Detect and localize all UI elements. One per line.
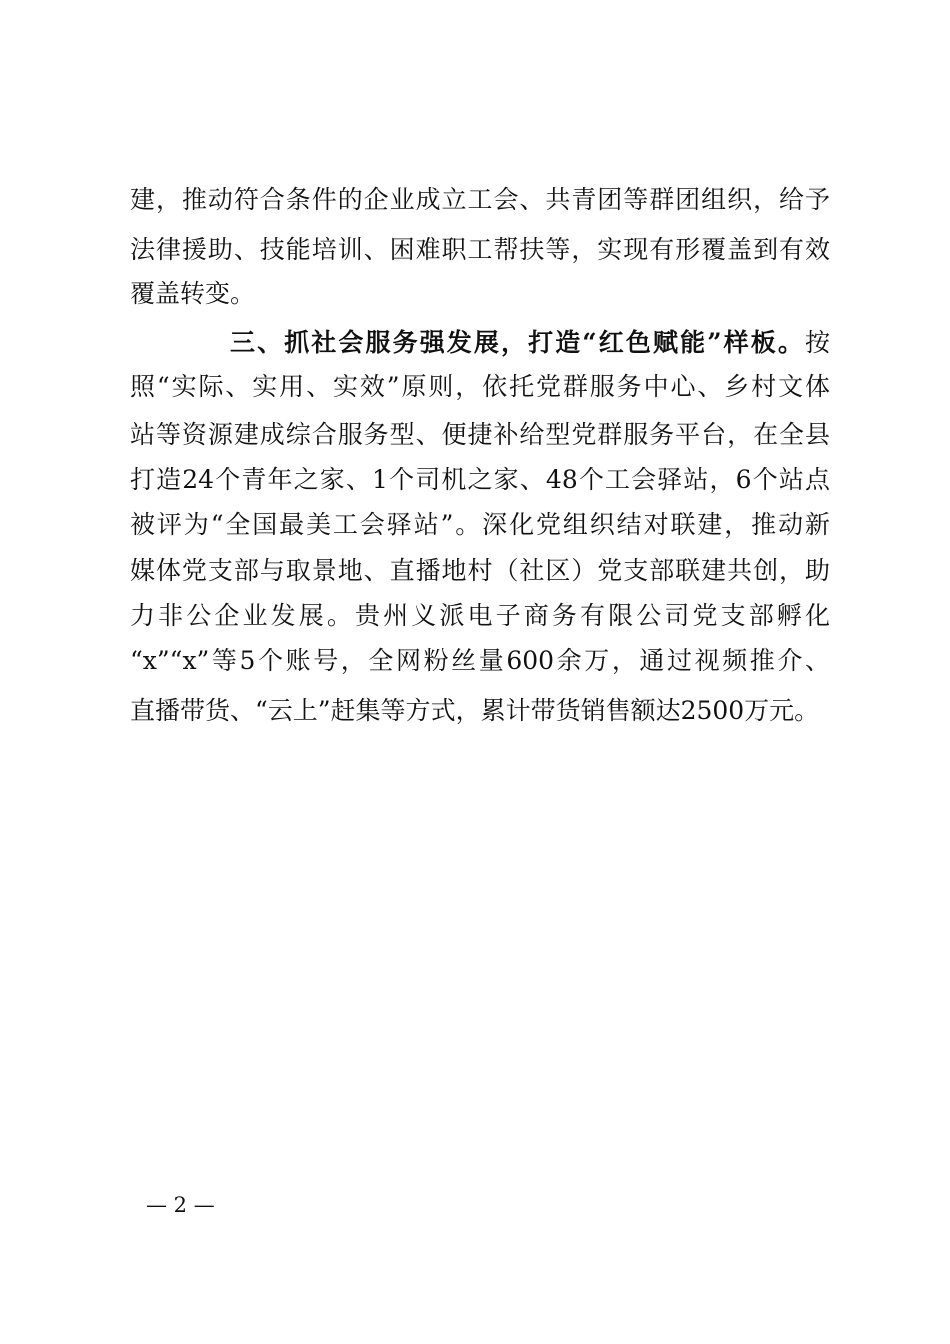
paragraph-line: 媒体党支部与取景地、直播地村（社区）党支部联建共创，助 [130, 556, 830, 585]
paragraph-line: 力非公企业发展。贵州义派电子商务有限公司党支部孵化 [130, 601, 830, 630]
paragraph-line: 打造24个青年之家、1个司机之家、48个工会驿站，6个站点 [130, 465, 830, 494]
paragraph-line: 法律援助、技能培训、困难职工帮扶等，实现有形覆盖到有效 [130, 235, 830, 264]
paragraph-line: 站等资源建成综合服务型、便捷补给型党群服务平台，在全县 [130, 420, 830, 449]
paragraph-line: “x”“x”等5个账号，全网粉丝量600余万，通过视频推介、 [130, 646, 830, 675]
section-text-start: 按 [804, 328, 830, 357]
paragraph-line: 建，推动符合条件的企业成立工会、共青团等群团组织，给予 [130, 185, 830, 214]
paragraph-line: 被评为“全国最美工会驿站”。深化党组织结对联建，推动新 [130, 510, 830, 539]
section-heading-line [130, 323, 830, 363]
paragraph-line: 直播带货、“云上”赶集等方式，累计带货销售额达2500万元。 [130, 696, 820, 725]
paragraph-line: 覆盖转变。 [130, 279, 256, 308]
page-number: — 2 — [146, 1193, 215, 1217]
section-heading: 三、抓社会服务强发展，打造“红色赋能”样板。 [230, 328, 805, 357]
paragraph-line: 照“实际、实用、实效”原则，依托党群服务中心、乡村文体 [130, 372, 830, 401]
